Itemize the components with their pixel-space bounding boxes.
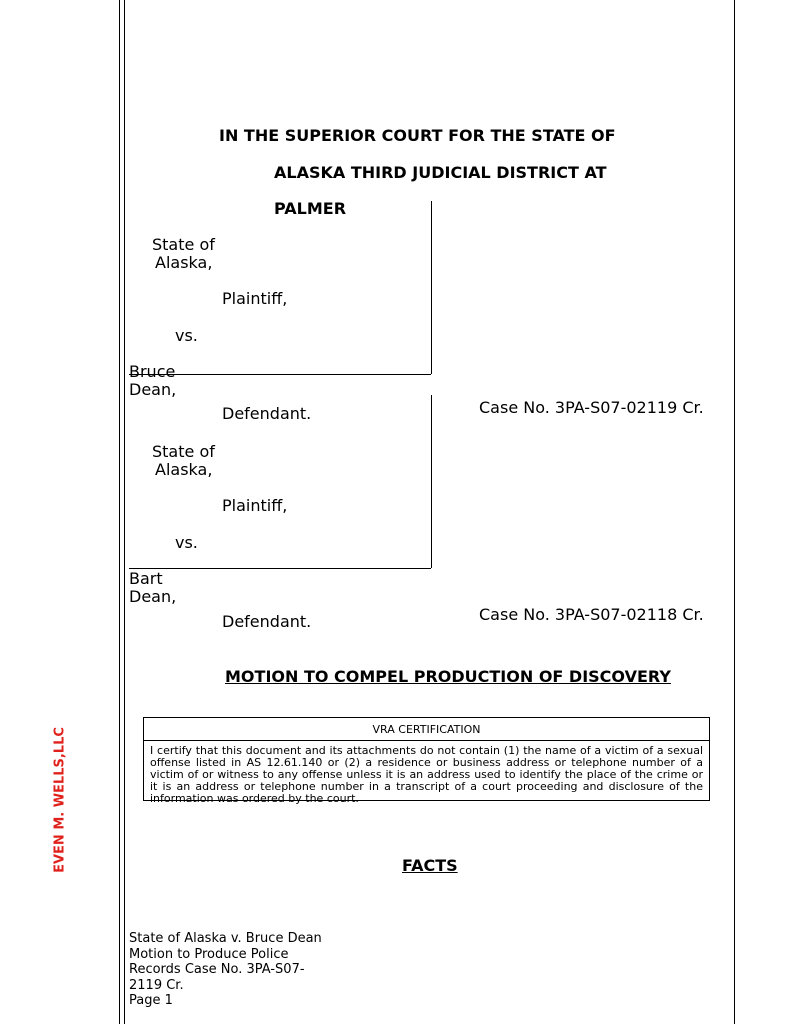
caption-1-defendant-name-line-2: Dean, [129, 380, 177, 399]
caption-2-defendant-name-line-1: Bart [129, 569, 163, 588]
footer-line-2: Motion to Produce Police [129, 946, 289, 962]
vra-certification-body: I certify that this document and its attachments do not contain (1) the name of a victim of a sexual offense listed in AS 12.61.140 or (2) a residence or business address or telephone number of a victim of or witness to any offense unless it is an address used to identify the place of the crime or it is an address or telephone number in a transcript of a court proceeding and disclosure of the information was ordered by the court. [150, 744, 703, 805]
right-margin-line [734, 0, 735, 1024]
footer-line-3: Records Case No. 3PA-S07- [129, 962, 305, 977]
left-margin-line-outer [119, 0, 120, 1024]
footer-line-4: 2119 Cr. [129, 977, 184, 993]
caption-1-vs: vs. [175, 326, 198, 345]
caption-1-plaintiff-name-line-2: Alaska, [155, 253, 213, 272]
caption-1-plaintiff-name-line-1: State of [152, 235, 215, 254]
caption-2-plaintiff-name-line-1: State of [152, 442, 215, 461]
vra-certification-title: VRA CERTIFICATION [144, 718, 709, 741]
vra-certification-box [143, 717, 710, 805]
caption-2-plaintiff-role: Plaintiff, [222, 496, 288, 515]
motion-title: MOTION TO COMPEL PRODUCTION OF DISCOVERY [225, 667, 671, 686]
court-heading-line-1: IN THE SUPERIOR COURT FOR THE STATE OF [219, 126, 616, 145]
caption-2-bracket-horizontal [129, 568, 431, 569]
caption-1-plaintiff-role: Plaintiff, [222, 289, 288, 308]
footer-line-5: Page 1 [129, 993, 173, 1008]
facts-heading: FACTS [402, 856, 458, 875]
caption-2-vs: vs. [175, 533, 198, 552]
caption-2-bracket-vertical [431, 395, 432, 568]
caption-2-defendant-name-line-2: Dean, [129, 587, 177, 606]
caption-1-defendant-role: Defendant. [222, 404, 312, 423]
court-heading-line-2: ALASKA THIRD JUDICIAL DISTRICT AT [274, 163, 607, 182]
caption-1-defendant-name-line-1: Bruce [129, 362, 176, 381]
caption-1-case-number: Case No. 3PA-S07-02119 Cr. [479, 398, 704, 417]
caption-2-plaintiff-name-line-2: Alaska, [155, 460, 213, 479]
footer-line-1: State of Alaska v. Bruce Dean [129, 931, 322, 946]
caption-2-defendant-role: Defendant. [222, 612, 312, 631]
court-heading-line-3: PALMER [274, 199, 347, 218]
firm-name-vertical: EVEN M. WELLS,LLC [52, 727, 68, 873]
caption-1-bracket-vertical [431, 201, 432, 374]
caption-2-case-number: Case No. 3PA-S07-02118 Cr. [479, 605, 704, 624]
left-margin-line-inner [124, 0, 125, 1024]
page-footer [129, 931, 349, 1008]
